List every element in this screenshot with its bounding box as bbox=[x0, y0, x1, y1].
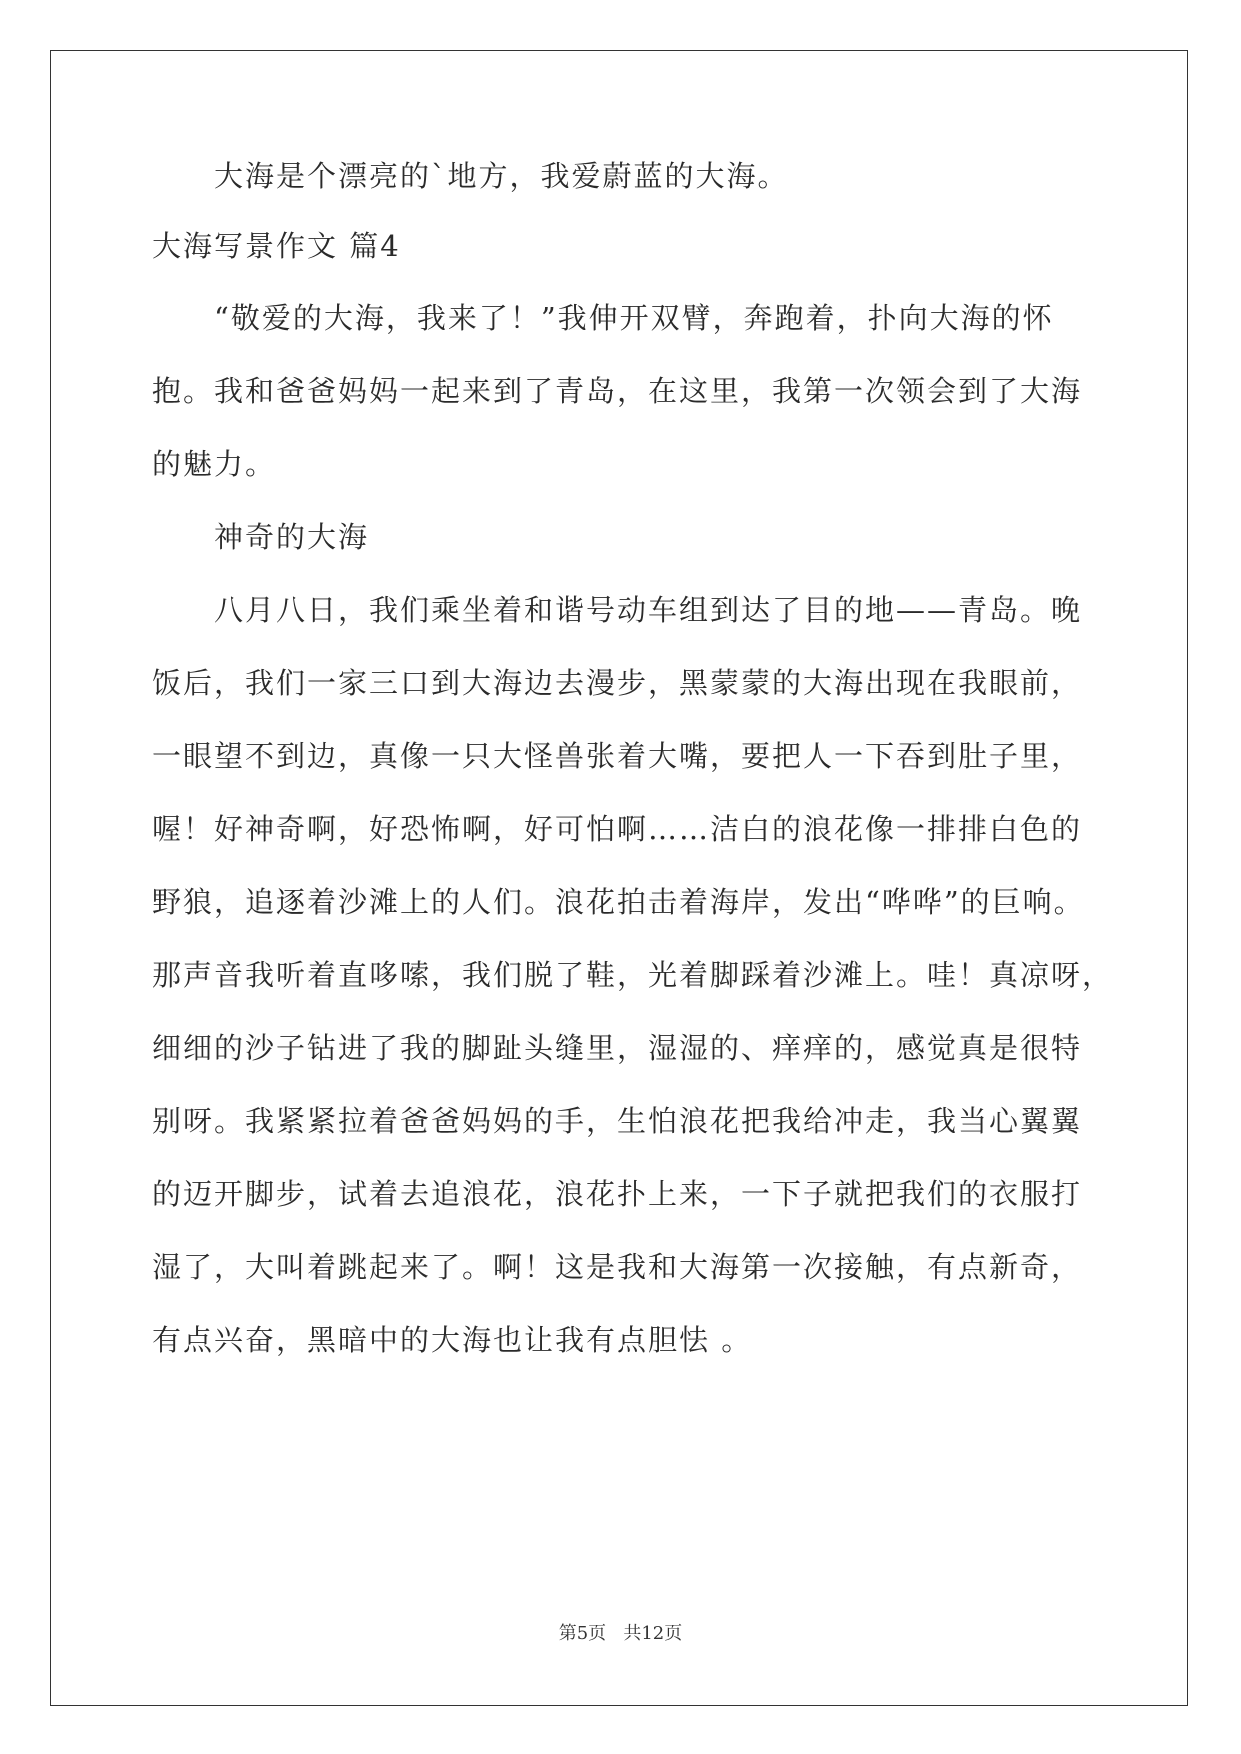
section-heading: 大海写景作文 篇4 bbox=[152, 229, 401, 263]
paragraph-line: 别呀。我紧紧拉着爸爸妈妈的手，生怕浪花把我给冲走，我当心翼翼 bbox=[152, 1104, 1083, 1138]
paragraph-line: 饭后，我们一家三口到大海边去漫步，黑蒙蒙的大海出现在我眼前， bbox=[152, 666, 1083, 700]
paragraph-line: 喔！好神奇啊，好恐怖啊，好可怕啊……洁白的浪花像一排排白色的 bbox=[152, 812, 1083, 846]
paragraph-line: 细细的沙子钻进了我的脚趾头缝里，湿湿的、痒痒的，感觉真是很特 bbox=[152, 1031, 1083, 1065]
paragraph-line: 有点兴奋，黑暗中的大海也让我有点胆怯 。 bbox=[152, 1323, 753, 1357]
paragraph-line: 八月八日，我们乘坐着和谐号动车组到达了目的地——青岛。晚 bbox=[214, 593, 1083, 627]
paragraph-line: 野狼，追逐着沙滩上的人们。浪花拍击着海岸，发出“哗哗”的巨响。 bbox=[152, 885, 1085, 919]
paragraph-line: 的魅力。 bbox=[152, 447, 277, 481]
paragraph-line: 的迈开脚步，试着去追浪花，浪花扑上来，一下子就把我们的衣服打 bbox=[152, 1177, 1083, 1211]
paragraph-line: 抱。我和爸爸妈妈一起来到了青岛，在这里，我第一次领会到了大海 bbox=[152, 374, 1083, 408]
page-border bbox=[50, 50, 1188, 1706]
paragraph-line: 湿了，大叫着跳起来了。啊！这是我和大海第一次接触，有点新奇， bbox=[152, 1250, 1083, 1284]
paragraph-line: 一眼望不到边，真像一只大怪兽张着大嘴，要把人一下吞到肚子里， bbox=[152, 739, 1083, 773]
paragraph-line: “敬爱的大海，我来了！”我伸开双臂，奔跑着，扑向大海的怀 bbox=[214, 301, 1054, 335]
subheading: 神奇的大海 bbox=[214, 520, 370, 554]
paragraph-line: 大海是个漂亮的`地方，我爱蔚蓝的大海。 bbox=[214, 159, 789, 193]
paragraph-line: 那声音我听着直哆嗦，我们脱了鞋，光着脚踩着沙滩上。哇！真凉呀， bbox=[152, 958, 1114, 992]
page-footer: 第5页 共12页 bbox=[558, 1623, 683, 1644]
